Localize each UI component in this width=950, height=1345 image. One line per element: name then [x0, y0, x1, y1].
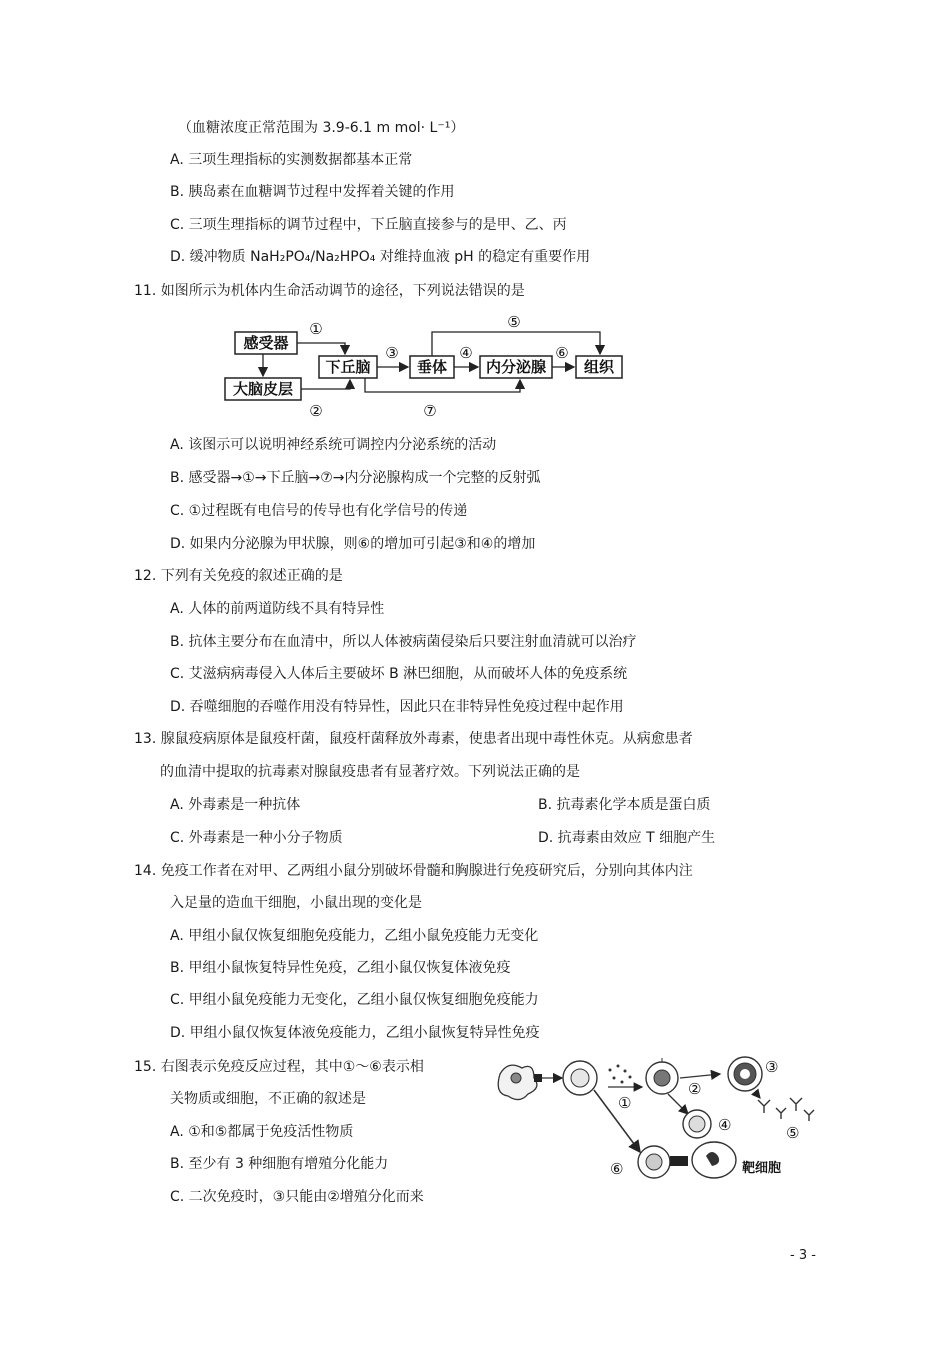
q15-stem-line1: 15. 右图表示免疫反应过程，其中①～⑥表示相: [134, 1059, 424, 1075]
label-6: ⑥: [555, 344, 569, 362]
q12-stem: 12. 下列有关免疫的叙述正确的是: [134, 568, 343, 584]
q15-option-a: A. ①和⑤都属于免疫活性物质: [170, 1124, 354, 1140]
q13-option-c: C. 外毒素是一种小分子物质: [170, 830, 343, 846]
q11-option-c: C. ①过程既有电信号的传导也有化学信号的传递: [170, 503, 468, 519]
q11-stem: 11. 如图所示为机体内生命活动调节的途径，下列说法错误的是: [134, 283, 525, 299]
label-7: ⑦: [423, 402, 437, 420]
q13-option-a: A. 外毒素是一种抗体: [170, 797, 301, 813]
fig-label-3: ③: [765, 1058, 779, 1076]
q10-option-d: D. 缓冲物质 NaH₂PO₄/Na₂HPO₄ 对维持血液 pH 的稳定有重要作用: [170, 249, 591, 265]
q11-option-a: A. 该图示可以说明神经系统可调控内分泌系统的活动: [170, 437, 497, 453]
q13-stem-line1: 13. 腺鼠疫病原体是鼠疫杆菌，鼠疫杆菌释放外毒素，使患者出现中毒性休克。从病愈患者: [134, 731, 693, 747]
q15-immune-figure: [490, 1052, 820, 1187]
fig-label-5: ⑤: [786, 1124, 800, 1142]
label-5: ⑤: [507, 313, 521, 331]
q13-stem-line2: 的血清中提取的抗毒素对腺鼠疫患者有显著疗效。下列说法正确的是: [160, 764, 580, 780]
label-1: ①: [309, 320, 323, 338]
q14-option-d: D. 甲组小鼠仅恢复体液免疫能力，乙组小鼠恢复特异性免疫: [170, 1025, 540, 1041]
q15-option-c: C. 二次免疫时，③只能由②增殖分化而来: [170, 1189, 424, 1205]
glucose-range-note: （血糖浓度正常范围为 3.9-6.1 m mol· L⁻¹）: [178, 120, 465, 136]
q14-stem-line2: 入足量的造血干细胞，小鼠出现的变化是: [170, 895, 422, 911]
fig-label-1: ①: [618, 1094, 632, 1112]
q14-stem-line1: 14. 免疫工作者在对甲、乙两组小鼠分别破坏骨髓和胸腺进行免疫研究后，分别向其体内注: [134, 863, 693, 879]
q10-option-b: B. 胰岛素在血糖调节过程中发挥着关键的作用: [170, 184, 455, 200]
q12-option-b: B. 抗体主要分布在血清中，所以人体被病菌侵染后只要注射血清就可以治疗: [170, 634, 637, 650]
q14-option-b: B. 甲组小鼠恢复特异性免疫，乙组小鼠仅恢复体液免疫: [170, 960, 511, 976]
label-4: ④: [459, 344, 473, 362]
q10-option-a: A. 三项生理指标的实测数据都基本正常: [170, 152, 413, 168]
q15-option-b: B. 至少有 3 种细胞有增殖分化能力: [170, 1156, 389, 1172]
pituitary-label: 垂体: [416, 358, 448, 376]
q11-option-d: D. 如果内分泌腺为甲状腺，则⑥的增加可引起③和④的增加: [170, 536, 536, 552]
receptor-label: 感受器: [243, 334, 289, 352]
page-number: - 3 -: [790, 1248, 816, 1263]
q15-stem-line2: 关物质或细胞，不正确的叙述是: [170, 1091, 366, 1107]
q13-option-d: D. 抗毒素由效应 T 细胞产生: [538, 830, 716, 846]
cortex-label: 大脑皮层: [232, 380, 294, 398]
label-2: ②: [309, 402, 323, 420]
q10-option-c: C. 三项生理指标的调节过程中，下丘脑直接参与的是甲、乙、丙: [170, 217, 567, 233]
fig-label-2: ②: [688, 1080, 702, 1098]
gland-label: 内分泌腺: [485, 358, 547, 376]
target-cell-label: 靶细胞: [742, 1161, 782, 1176]
q14-option-a: A. 甲组小鼠仅恢复细胞免疫能力，乙组小鼠免疫能力无变化: [170, 928, 539, 944]
q12-option-a: A. 人体的前两道防线不具有特异性: [170, 601, 385, 617]
antibodies: [758, 1098, 814, 1121]
q12-option-c: C. 艾滋病病毒侵入人体后主要破坏 B 淋巴细胞，从而破坏人体的免疫系统: [170, 666, 628, 682]
q13-option-b: B. 抗毒素化学本质是蛋白质: [538, 797, 711, 813]
fig-label-4: ④: [718, 1116, 732, 1134]
q11-option-b: B. 感受器→①→下丘脑→⑦→内分泌腺构成一个完整的反射弧: [170, 470, 541, 486]
label-3: ③: [385, 344, 399, 362]
q12-option-d: D. 吞噬细胞的吞噬作用没有特异性，因此只在非特异性免疫过程中起作用: [170, 699, 624, 715]
hypothalamus-label: 下丘脑: [325, 358, 371, 376]
q11-regulation-diagram: [220, 312, 630, 424]
fig-label-6: ⑥: [610, 1160, 624, 1178]
q14-option-c: C. 甲组小鼠免疫能力无变化，乙组小鼠仅恢复细胞免疫能力: [170, 992, 539, 1008]
tissue-label: 组织: [583, 358, 615, 376]
